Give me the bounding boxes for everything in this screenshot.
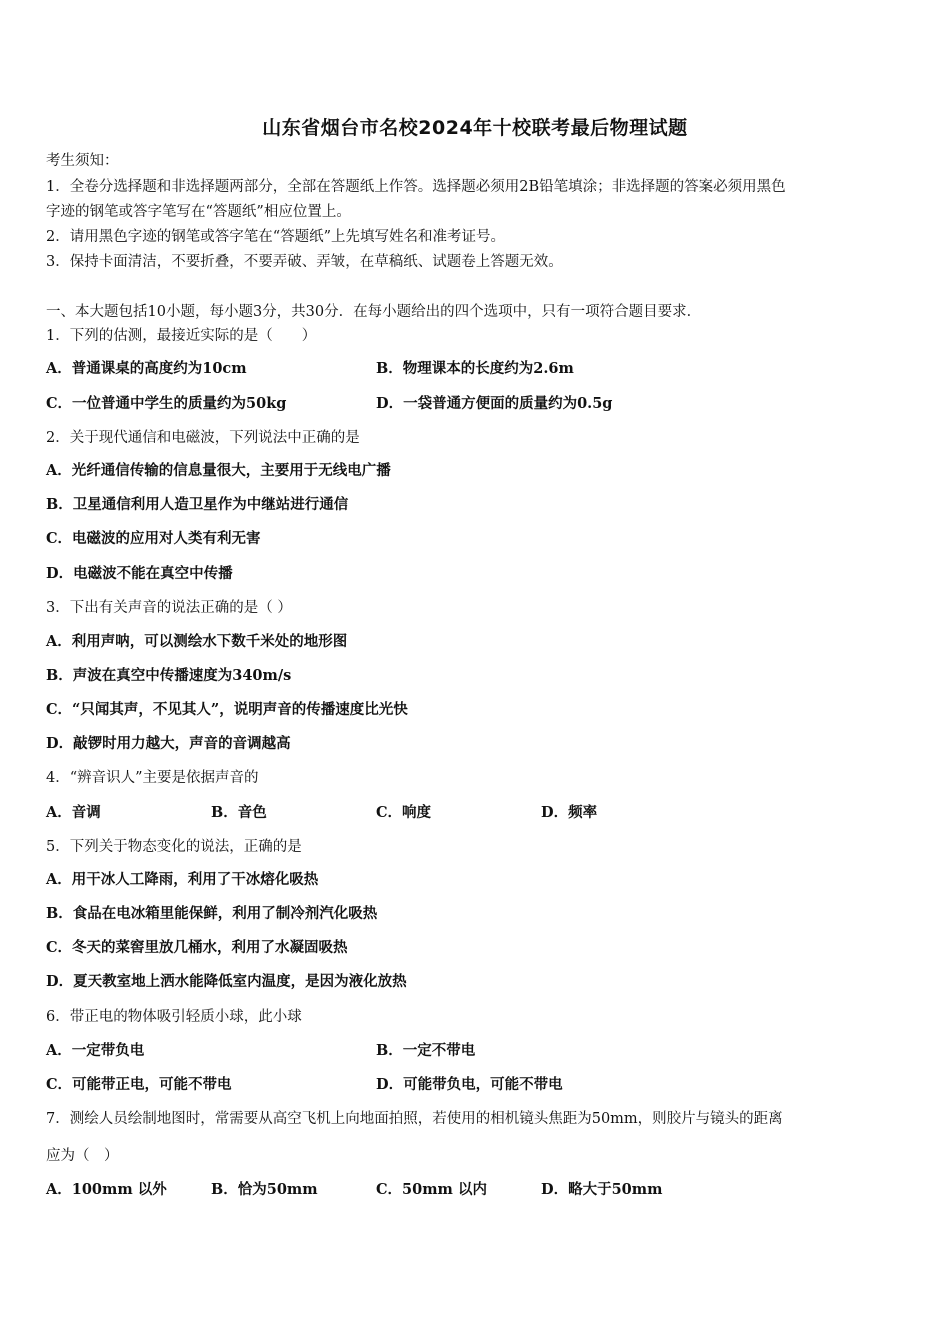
page-title: 山东省烟台市名校2024年十校联考最后物理试题: [262, 117, 688, 139]
notice-item: 字迹的钢笔或答字笔写在“答题纸”相应位置上。: [46, 204, 351, 220]
option-c: C．“只闻其声，不见其人”，说明声音的传播速度比光快: [46, 701, 408, 718]
option-c: C．响度: [376, 804, 432, 821]
option-b: B．物理课本的长度约为2.6m: [376, 360, 574, 377]
notice-item: 1．全卷分选择题和非选择题两部分，全部在答题纸上作答。选择题必须用2B铅笔填涂；非选择题的答案必须用黑色: [46, 179, 786, 195]
option-d: D．略大于50mm: [541, 1181, 663, 1198]
question-stem: 3．下出有关声音的说法正确的是（ ）: [46, 600, 292, 616]
option-d: D．可能带负电，可能不带电: [376, 1076, 563, 1093]
option-a: A．光纤通信传输的信息量很大，主要用于无线电广播: [46, 462, 391, 479]
section-heading: 一、本大题包括10小题，每小题3分，共30分．在每小题给出的四个选项中，只有一项符合题目要求．: [46, 304, 702, 320]
option-b: B．卫星通信利用人造卫星作为中继站进行通信: [46, 496, 349, 513]
option-a: A．一定带负电: [46, 1042, 145, 1059]
notice-heading: 考生须知：: [46, 153, 119, 169]
option-c: C．50mm 以内: [376, 1181, 487, 1198]
question-stem: 4．“辨音识人”主要是依据声音的: [46, 770, 259, 786]
option-a: A．普通课桌的高度约为10cm: [46, 360, 247, 377]
option-d: D．电磁波不能在真空中传播: [46, 565, 233, 582]
option-a: A．音调: [46, 804, 101, 821]
question-stem: 2．关于现代通信和电磁波，下列说法中正确的是: [46, 430, 360, 446]
option-d: D．敲锣时用力越大，声音的音调越高: [46, 735, 291, 752]
option-c: C．电磁波的应用对人类有利无害: [46, 530, 261, 547]
option-c: C．可能带正电，可能不带电: [46, 1076, 232, 1093]
option-a: A．利用声呐，可以测绘水下数千米处的地形图: [46, 633, 348, 650]
option-c: C．冬天的菜窖里放几桶水，利用了水凝固吸热: [46, 939, 348, 956]
option-a: A．100mm 以外: [46, 1181, 167, 1198]
question-stem: 7．测绘人员绘制地图时，常需要从高空飞机上向地面拍照，若使用的相机镜头焦距为50mm，则胶片与镜头的距离: [46, 1111, 783, 1127]
option-b: B．食品在电冰箱里能保鲜，利用了制冷剂汽化吸热: [46, 905, 378, 922]
option-d: D．一袋普通方便面的质量约为0.5g: [376, 395, 613, 412]
option-a: A．用干冰人工降雨，利用了干冰熔化吸热: [46, 871, 319, 888]
option-b: B．一定不带电: [376, 1042, 476, 1059]
question-stem: 5．下列关于物态变化的说法，正确的是: [46, 839, 302, 855]
option-b: B．恰为50mm: [211, 1181, 318, 1198]
option-d: D．夏天教室地上洒水能降低室内温度，是因为液化放热: [46, 973, 407, 990]
question-stem-continued: 应为（ ）: [46, 1148, 119, 1164]
option-b: B．音色: [211, 804, 267, 821]
question-stem: 1．下列的估测，最接近实际的是（ ）: [46, 328, 317, 344]
option-b: B．声波在真空中传播速度为340m/s: [46, 667, 292, 684]
notice-item: 3．保持卡面清洁，不要折叠，不要弄破、弄皱，在草稿纸、试题卷上答题无效。: [46, 254, 563, 270]
question-stem: 6．带正电的物体吸引轻质小球，此小球: [46, 1009, 302, 1025]
notice-item: 2．请用黑色字迹的钢笔或答字笔在“答题纸”上先填写姓名和准考证号。: [46, 229, 506, 245]
option-c: C．一位普通中学生的质量约为50kg: [46, 395, 287, 412]
option-d: D．频率: [541, 804, 598, 821]
